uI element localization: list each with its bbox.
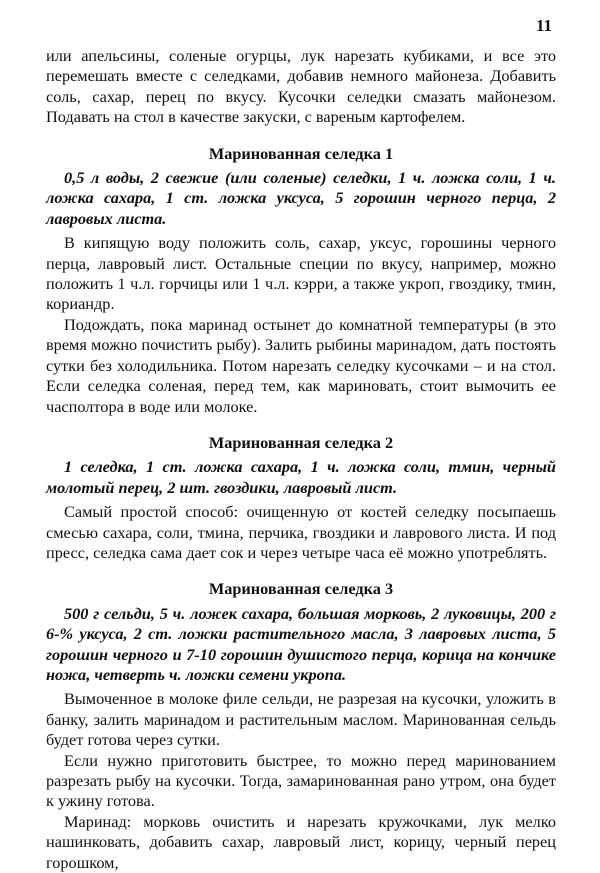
recipe-3 [46,579,556,873]
recipe-2 [46,433,556,563]
instruction-paragraph: Вымоченное в молоке филе сельди, не разрезая на кусочки, уложить в банку, залить маринадом и растительным маслом. Маринованная сельдь будет готова через сутки. [46,689,556,750]
recipe-title: Маринованная селедка 2 [208,432,394,452]
ingredients-list: 1 селедка, 1 ст. ложка сахара, 1 ч. ложка соли, тмин, черный молотый перец, 2 шт. гвоздики, лавровый лист. [46,457,556,497]
instruction-paragraph: В кипящую воду положить соль, сахар, уксус, горошины черного перца, лавровый лист. Остальные специи по вкусу, например, можно положить 1 ч.л. горчицы или 1 ч.л. кэрри, а также укроп, гвоздику, тмин, кориандр. [46,233,556,314]
recipe-1 [46,144,556,417]
recipe-title: Маринованная селедка 3 [208,579,394,599]
page-number: 11 [535,16,552,35]
instruction-paragraph: Самый простой способ: очищенную от костей селедку посыпаешь смесью сахара, соли, тмина, перчика, гвоздики и лаврового листа. И под пресс, селедка сама дает сок и через четыре часа её можно употреблять. [46,502,556,562]
recipe-title: Маринованная селедка 1 [208,143,394,163]
ingredients-list: 500 г сельди, 5 ч. ложек сахара, большая морковь, 2 луковицы, 200 г 6-% уксуса, 2 ст. ложки растительного масла, 3 лавровых листа, 5 горошин черного и 7-10 горошин душистого перца, корица на кончике ножа, четверть ч. ложки семени укропа. [46,603,556,684]
instruction-paragraph: Подождать, пока маринад остынет до комнатной температуры (в это время можно почистить рыбу). Залить рыбины маринадом, дать постоять сутки без холодильника. Потом нарезать селедку кусочками – и на стол. Если селедка соленая, перед тем, как мариновать, стоит вымочить ее часполтора в воде или молоке. [46,314,556,416]
instruction-paragraph: Маринад: морковь очистить и нарезать кружочками, лук мелко нашинковать, добавить сахар, лавровый лист, корицу, черный перец горошком, [46,811,556,872]
intro-paragraph: или апельсины, соленые огурцы, лук нарезать кубиками, и все это перемешать вместе с селедками, добавив немного майонеза. Добавить соль, сахар, перец по вкусу. Кусочки селедки смазать майонезом. Подавать на стол в качестве закуски, с вареным картофелем. [46,46,556,127]
page-body [46,46,556,873]
instruction-paragraph: Если нужно приготовить быстрее, то можно перед маринованием разрезать рыбу на кусочки. Тогда, замаринованная рано утром, она будет к ужину готова. [46,750,556,811]
ingredients-list: 0,5 л воды, 2 свежие (или соленые) селедки, 1 ч. ложка соли, 1 ч. ложка сахара, 1 ст. ложка уксуса, 5 горошин черного перца, 2 лавровых листа. [46,168,556,228]
